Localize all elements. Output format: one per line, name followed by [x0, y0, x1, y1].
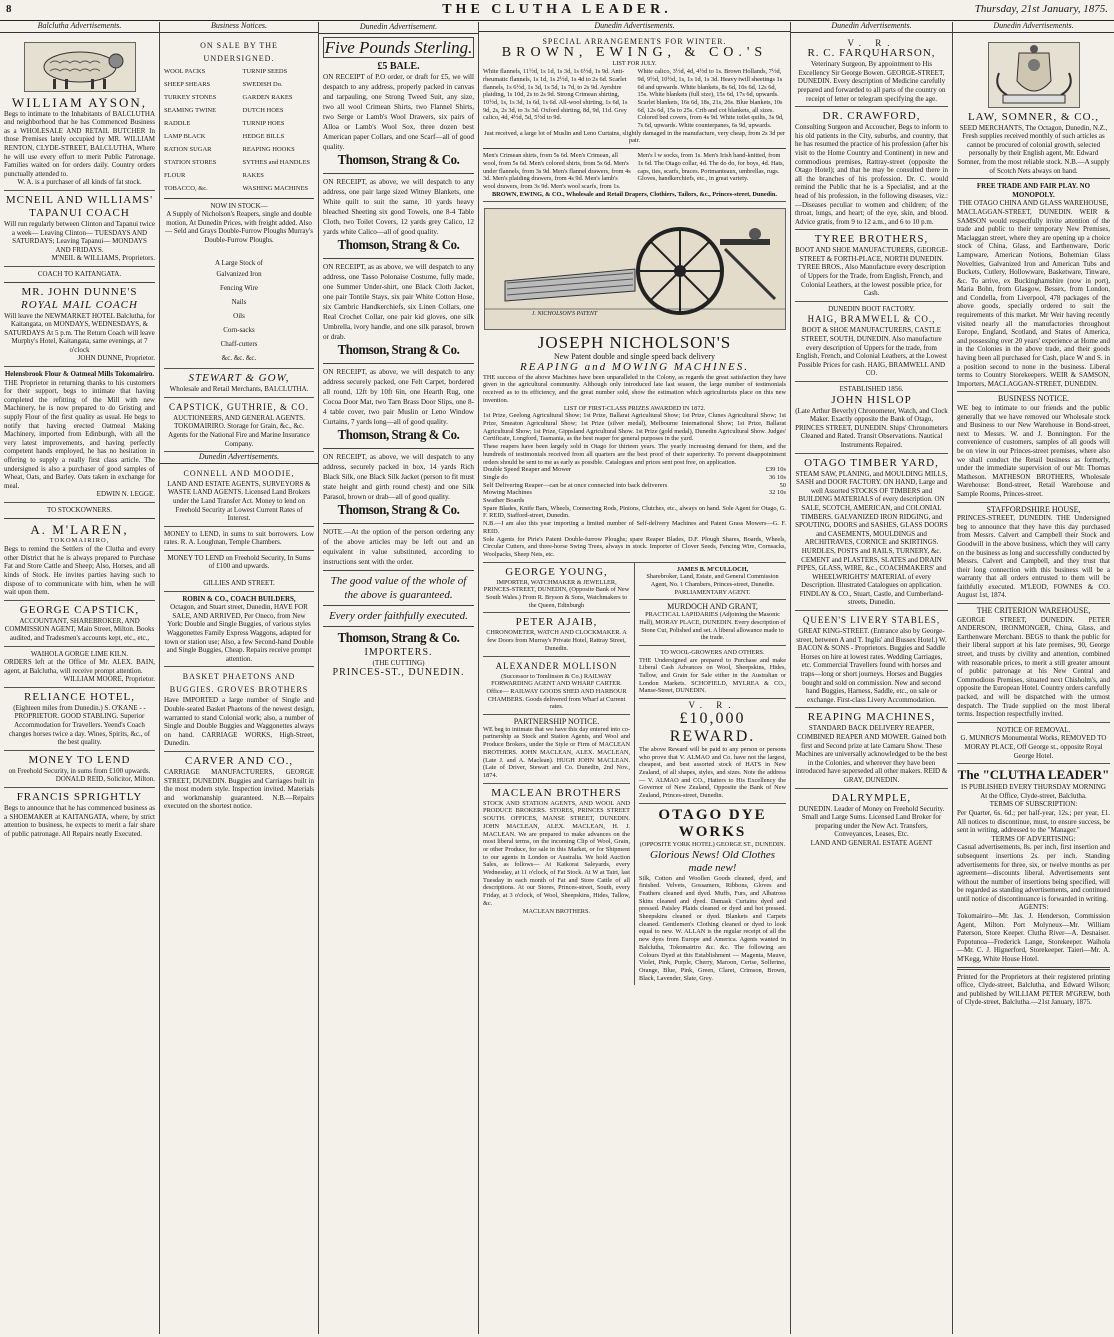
- ad-loughnan: [164, 527, 314, 551]
- column-header: Dunedin Advertisements.: [953, 22, 1114, 33]
- china-name: THE OTAGO CHINA AND GLASS WAREHOUSE,: [958, 199, 1109, 208]
- coach-sign: M'NEIL & WILLIAMS, Proprietors.: [51, 254, 155, 263]
- sale-item: SYTHES and HANDLES: [242, 158, 311, 166]
- reliance-name: RELIANCE HOTEL,: [24, 690, 135, 703]
- money-body: on Freehold Security, in sums from £100 upwards.: [8, 766, 151, 775]
- princes-street: PRINCES-ST., DUNEDIN.: [332, 667, 465, 678]
- established: ESTABLISHED 1856.: [839, 385, 904, 393]
- adv-body: Casual advertisements, 8s. per inch, first insertion and subsequent insertions 2s. per inch. Standing advertisements for three, six, or twelve months as per agreement—discounts liberal. Advertisements sent without the number of insertions being specified, will be regarded as standing advertisements, and continued until notice of discontinuance is forwarded in writing.: [957, 843, 1110, 903]
- ad-hislop: [795, 382, 948, 454]
- sale-item: FLOUR: [164, 171, 186, 179]
- good-value: The good value of the whole of the above is guaranteed.: [330, 575, 467, 601]
- coach-name: MCNEIL AND WILLIAMS' TAPANUI COACH: [5, 193, 154, 219]
- page-number: 8: [6, 3, 12, 15]
- mcculloch-body: Sharebroker, Land, Estate, and General Commission Agent, No. 1 Chambers, Princes-street, Dunedin. PARLIAMENTARY AGENT.: [646, 573, 779, 596]
- ad-robin: [164, 592, 314, 668]
- offer-5: ON RECEIPT, as above, we will despatch to any address, securely packed in box, 14 yards Rich Black Silk, one Black Silk Jacket (person to fit must state height and girth round chest) and one Silk Parasol, brown or drab—all of good quality.: [323, 453, 474, 501]
- brown-footer: BROWN, EWING, & CO., Wholesale and Retail Drapers, Clothiers, Tailors, &c., Princes-street, Dunedin.: [491, 190, 778, 198]
- young-body: IMPORTER, WATCHMAKER & JEWELLER, PRINCES-STREET, DUNEDIN, (Opposite Bank of New South Wales.) From R. Bryson & Sons, Watchmakers to the Queen, Edinburgh: [483, 578, 630, 609]
- col4-left-sub: [483, 563, 635, 986]
- sale-item: GARDEN RAKES: [242, 93, 293, 101]
- ad-groves: [164, 667, 314, 752]
- firm-name-1: Thomson, Strang & Co.: [337, 153, 460, 168]
- lend-freehold-body: MONEY TO LEND on Freehold Security, In Sums of £100 and upwards.: [167, 553, 311, 571]
- firm-name-6: Thomson, Strang & Co.: [337, 631, 460, 646]
- maclean-sign: MACLEAN BROTHERS.: [522, 907, 591, 915]
- capstick2-body: AUCTIONEERS, AND GENERAL AGENTS. TOKOMAIRIRO. Storage for Grain, &c., &c. Agents for the National Fire and Marine Insurance Company.: [168, 413, 310, 448]
- column-header: Dunedin Advertisements.: [791, 22, 952, 33]
- five-pounds-heading: Five Pounds Sterling.: [324, 38, 473, 57]
- loughnan-body: MONEY to LEND, in sums to suit borrowers. Low rates. R. A. Loughnan, Temple Chambers.: [164, 529, 314, 547]
- crest-illustration: [988, 42, 1080, 108]
- firm-name-3: Thomson, Strang & Co.: [337, 343, 460, 358]
- column-header: Business Notices.: [160, 22, 318, 33]
- flour-heading: Helensbrook Flour & Oatmeal Mills Tokomairiro.: [4, 370, 155, 379]
- dye-glorious: Glorious News! Old Clothes made new!: [650, 848, 775, 874]
- ad-tapanui-coach: [4, 191, 155, 267]
- partnership-body: WE beg to intimate that we have this day entered into co-partnership as Stock and Station Agents, and Wool and Produce Brokers, under the Style or Firm of MACLEAN BROTHERS. JOHN MACLEAN, ALEX. MACLEAN, (Late J. and A. Maclean). HUGH JOHN MACLEAN. (Late of Driver, Stewart and Co. Dunedin, 2nd Nov., 1874.: [483, 725, 630, 779]
- column-balclutha: [0, 22, 159, 1334]
- column-header: Dunedin Advertisements.: [479, 22, 790, 32]
- dye-body: Silk, Cotton and Woollen Goods cleaned, dyed, and finished. Velvets, Gossamers, Ribbons, Gloves and Feathers cleaned and dyed. Muffs, Furs, and Albatross Skins cleaned and dyed. Damask Curtains dyed and pressed. Paisley Plaids cleaned or dyed and hot pressed. Sheepskins cleaned or dyed. Blankets and Carpets cleaned. Gentlemen's Clothing cleaned or dyed to look equal to new. W. ALLAN is the regular receipt of all the new dyes from Europe and America. Agents wanted in Balclutha, Tokomairiro &c. &c. The following are Colours Dyed at this Establishment — Magenta, Mauve, Violet, Pink, Purple, Cherry, Maroon, Cerise, Solferino, Orange, Blue, Pink, Green, Claret, Crimson, Brown, Black, Lavender, Slate, Grey.: [639, 874, 786, 982]
- bale-body: ON RECEIPT of P.O order, or draft for £5, we will despatch to any address, properly packed in canvas and tarpauling, one Strong Tweed Suit, any size, two all wool Crimean Shirts, two Flannel Shirts, two Serge or Lamb's Wool Drawers, six pairs of Alloa or Lamb's Wool Sox, three dozen best American paper Collars, and one Scarf—all of good quality.: [323, 73, 474, 151]
- gillies-street: GILLIES AND STREET.: [203, 579, 275, 588]
- mlaren-place: TOKOMAIRIRO,: [49, 536, 110, 544]
- sale-item: LAMP BLACK: [164, 132, 206, 140]
- every-order: Every order faithfully executed.: [329, 610, 468, 622]
- ad-reaping-machines: [795, 708, 948, 788]
- tyree-body: BOOT AND SHOE MANUFACTURERS, GEORGE-STREET & FORTH-PLACE, NORTH DUNEDIN. TYREE BROS., Also Manufacture every description of Uppers for the Trade, from English, French, and Colonial Leathers, at the lowest possible price, for Cash.: [795, 246, 948, 298]
- flour-body: THE Proprietor in returning thanks to his customers for their support, begs to intimate that having completed the refitting of the Mill with new Machinery, he is now prepared to do Gristing and supply Flour of the first quality as usual. He begs to notify that having erected Oatmeal Making Machinery, imported from Edinburgh, with all the very latest improvements, and having perfectly competent hands employed, he has no hesitation in offering to supply a really first class article. The undersigned is also a purchaser of good samples of Wheat, Oats, and Barley. Oats taken in exchange for meal.: [4, 378, 155, 490]
- robin-body: Octagon, and Stuart street, Dunedin, HAVE FOR SALE, AND ARRIVED, Per Oneco, from New York: Double and Single Buggies, of various styles Waggonettes Family Express Waggons, adapted for town or station use; Also, a few Second-hand Double and Single Buggies, Cheap. Repairs receive prompt attention.: [164, 603, 314, 663]
- nicholson-nb: N.B.—I am also this year importing a limited number of Self-delivery Machines and Patent Grass Mowers—G. F. REID.: [483, 520, 786, 535]
- ad-clutha-leader-terms: [957, 764, 1110, 1010]
- price-item: Mowing Machines: [483, 489, 532, 497]
- maclean-body: STOCK AND STATION AGENTS, AND WOOL AND PRODUCE BROKERS. STORES, PRINCES STREET SOUTH. OFFICES, MANSE STREET, DUNEDIN. JOHN MACLEAN, ALEX. MACLEAN, H. J. MACLEAN. We are prepared to make advances on the most liberal terms, on the incoming Clip of Wool, Grain, or other Produce, for sale in this Market, or for Shipment to our agents in London or Australia. We hold Auction Sales, as follows— At Kaikorai Saleyards, every Wednesday, at 11 o'clock, of Fat Stock. At W at Tairi, last Tuesday in each month of Fat and Store Cattle of all descriptions. At our Stores, Princes-street, South, every Friday, at 3 o'clock, of Wool, Sheepskins, Hides, Tallow, &c.: [483, 799, 630, 907]
- connell-body: LAND AND ESTATE AGENTS, SURVEYORS & WASTE LAND AGENTS. Licensed Land Brokers under the Land Transfer Act. Money to lend on Freehold Security at Lowest Current Rates of Interest.: [167, 479, 311, 523]
- ad-ayson: [4, 36, 155, 191]
- large-stock-item: &c. &c. &c.: [221, 354, 257, 363]
- newspaper-title: THE CLUTHA LEADER.: [442, 2, 672, 17]
- large-stock-item: Galvanized Iron: [216, 270, 262, 279]
- prizes-heading: LIST OF FIRST-CLASS PRIZES AWARDED IN 1872.: [563, 404, 706, 412]
- mollison-body: (Successor to Tomlinson & Co.) RAILWAY FORWARDING AGENT AND WHARF CARTER. Office— RAILWAY GOODS SHED AND HARBOUR CHAMBERS. Goods delivered from Wharf at Current rates.: [486, 672, 627, 711]
- waihola-heading: WAIHOLA GORGE LIME KILN.: [30, 649, 129, 658]
- ad-removal: [957, 723, 1110, 764]
- ad-carver: [164, 752, 314, 814]
- sale-item: SEAMING TWINE: [164, 106, 217, 114]
- sale-item: DUTCH HOES: [242, 106, 284, 114]
- firm-name-4: Thomson, Strang & Co.: [337, 428, 460, 443]
- crawford-name: DR. CRAWFORD,: [822, 110, 921, 123]
- ad-capstick-guthrie: [164, 398, 314, 452]
- sale-item: TURKEY STONES: [164, 93, 217, 101]
- groves-body: Have IMPORTED a large number of Single and Double-seated Basket Phaetons of the newest design, warranted to stand Colonial work; also, a number of Single and Double Buggies and Waggonettes always on hand. CARRIAGE WORKS, High-Street, Dunedin.: [164, 696, 314, 748]
- note: NOTE.—At the option of the person ordering any of the above articles may be left out and an equivalent in value substituted, according to instructions sent with the order.: [323, 528, 474, 566]
- ad-staffordshire: [957, 503, 1110, 605]
- robin-name: ROBIN & CO., COACH BUILDERS,: [182, 594, 296, 603]
- clutha-body: IS PUBLISHED EVERY THURSDAY MORNING At the Office, Clyde-street, Balclutha.: [961, 783, 1106, 800]
- ayson-body: Begs to intimate to the Inhabitants of BALCLUTHA and neighborhood that he has Commenced Business as a WHOLESALE AND RETAIL BUTCHER In those Premises lately occupied by MR. WILLIAM RENTON, CLYDE-STREET, BALCLUTHA, Where he will use every effort to merit Public Patronage. Families waited on for orders daily. Country orders punctually attended to.: [4, 109, 155, 178]
- money-name: MONEY TO LEND: [28, 753, 131, 766]
- importers: IMPORTERS.: [364, 647, 433, 658]
- waihola-sign: WILLIAM MOORE, Proprietor.: [63, 675, 155, 684]
- haig-name: HAIG, BRAMWELL & CO.,: [807, 314, 936, 325]
- young-name: GEORGE YOUNG,: [505, 565, 608, 578]
- offer-4: ON RECEIPT, as above, we will despatch to any address securely packed, one Felt Carpet, bordered all round, 12ft by 10ft 6in, one Hearth Rug, one Cocoa Door Mat, two Tarn Brass Door Slips, one 8-4 table cover, two pair Muslin or Leno Window Curtains, 7 yards long—all of good quality.: [323, 368, 474, 426]
- ad-matheson: [957, 392, 1110, 502]
- money-sign: DONALD REID, Solicitor, Milton.: [55, 775, 155, 784]
- stockowners-heading: TO STOCKOWNERS.: [46, 505, 113, 514]
- col4-right-sub: [635, 563, 786, 986]
- large-stock-item: Chaff-cutters: [220, 340, 258, 349]
- ad-brown-ewing: [483, 35, 786, 203]
- sale-item: HEDGE BILLS: [242, 132, 285, 140]
- sale-item: TOBACCO, &c.: [164, 184, 208, 192]
- column-brown-ewing: [478, 22, 790, 1334]
- mens-right: Men's l w socks, from 1s. Men's Irish hand-knitted, from 1s 6d. The Otago collar, 4d. The do do, for boys, 4d. Hats, caps, ties, scarfs, braces. Portmanteaux, umbrellas, rugs. Gloves, handkerchiefs, etc., in great variety.: [637, 152, 785, 183]
- kaitangata-heading: COACH TO KAITANGATA.: [37, 269, 122, 278]
- groves-name: BASKET PHAETONS AND BUGGIES. GROVES BROTHERS: [169, 672, 309, 695]
- mlaren-body: Begs to remind the Settlers of the Clutha and every other District that he is always prepared to Purchase Fat and Store Cattle and Sheep; Also, Horses, and all kinds of Stock. He invites parties having such to dispose of to communicate with him, when he will wait upon them.: [4, 545, 155, 597]
- ad-sprightly: [4, 788, 155, 841]
- ad-law-somner: [957, 36, 1110, 180]
- sale-items-list: [164, 65, 314, 195]
- sale-intro: ON SALE BY THE UNDERSIGNED.: [200, 40, 278, 63]
- coach-body: Will run regularly between Clinton and Tapanui twice a week— Leaving Clinton— TUESDAYS AND SATURDAYS; Leaving Tapanui— MONDAYS AND FRIDAYS.: [4, 219, 155, 254]
- ad-criterion: [957, 604, 1110, 723]
- masthead: [0, 0, 1114, 21]
- mollison-name: ALEXANDER MOLLISON: [495, 660, 618, 671]
- capstick-body: ACCOUNTANT, SHAREBROKER, AND COMMISSION AGENT, Main Street, Milton. Books audited, and Tradesmen's accounts kept, etc., etc.,: [4, 616, 155, 642]
- law-body: SEED MERCHANTS, The Octagon, Dunedin, N.Z., Fresh supplies received monthly of such articles as cannot be procured of colonial growth, selected personally by their English agent, Mr. Edward Somner, from the most reliable stock. N.B.—A supply of Scotch Nets always on hand.: [957, 123, 1110, 175]
- ayson-name: WILLIAM AYSON,: [11, 94, 148, 110]
- ad-mollison: [483, 657, 630, 716]
- woolgrowers-body: THE Undersigned are prepared to Purchase and make Liberal Cash Advances on Wool, Sheepskins, Hides, Tallow, and Grain for Sale either in the Australian or London Markets. SCHOFIELD, MYLREA & CO., Manse-Street, DUNEDIN.: [639, 656, 786, 695]
- price-value: 36 10s: [768, 473, 786, 481]
- dunne-body: Will leave the NEWMARKET HOTEL Balclutha, for Kaitangata, on MONDAYS, WEDNESDAYS, & SATURDAYS At 5 p.m. The Return Coach will leave Murphy's Hotel, Kaitangata, same evenings, at 7 o'clock: [4, 311, 155, 354]
- agents-body: Tokomairiro—Mr. Jas. J. Henderson, Commission Agent, Milton. Port Molyneux—Mr. William Paterson, Store Keeper. Clutha River—A. Desnaiser. Popotunoa—Frederick Lange, Storekeeper. Waihola—Mr. C. J. Hignerford, Storekeeper. Taieri—Mr. A. M'Kegg, White House Hotel.: [957, 912, 1110, 964]
- queens-name: QUEEN'S LIVERY STABLES,: [802, 615, 941, 626]
- dunne-sign: JOHN DUNNE, Proprietor.: [77, 354, 155, 363]
- adv-heading: TERMS OF ADVERTISING:: [991, 834, 1076, 843]
- ajaib-body: CHRONOMETER, WATCH AND CLOCKMAKER. A few Doors from Murray's Private Hotel, Rattray Street, Dunedin.: [486, 629, 627, 652]
- sheep-illustration: [24, 42, 136, 92]
- business-notice-heading: BUSINESS NOTICE.: [997, 394, 1070, 404]
- price-item: Self Delivering Reaper—can be at once connected into back deliverers: [483, 481, 668, 489]
- clutha-heading: The "CLUTHA LEADER": [957, 767, 1110, 783]
- column-header: Dunedin Advertisement.: [319, 22, 478, 34]
- price-row: [483, 482, 786, 490]
- maclean-name: MACLEAN BROTHERS: [491, 786, 622, 799]
- dalrymple-body: DUNEDIN. Leader of Money on Freehold Security. Small and Large Sums. Licensed Land Broker for preparing under the New Act. Transfers, Conveyances, Leases, Etc.: [798, 804, 945, 839]
- ad-otago-china: [957, 179, 1110, 392]
- matheson-body: WE beg to intimate to our friends and the public generally that we have removed our Wholesale stock and Business to our New Warehouse in Bond-street, next to Messrs. W. and J. Bonnington. For the convenience of customers, samples of all goods will be on view in our Princes-street premises, where also we shall conduct the Retail business as formerly, under the immediate supervision of our Mr. Thomas Matheson. MATHESON BROTHERS, Wholesale Warehouse: Bond-street, Retail Warehouse and Sample Rooms, Princes-street.: [957, 404, 1110, 498]
- ajaib-name: PETER AJAIB,: [515, 616, 598, 629]
- crawford-body: Consulting Surgeon and Accoucher, Begs to inform to his old patients in the City, suburbs, and country, that he has resumed the practice of his profession (after his visit to the Home Country and Continent) in new and commodious premises, Rattray-street (opposite the Otago Hotel); and that he may be consulted there in all the branches of his profession. Dr. C. would remind the Public that he is a Specialist, and at the head of his profession, in the following diseases, viz.:—Diseases peculiar to women and children; of the throat, lungs, and heart; of the eye, skin, and blood. Advice gratis, from 9 to 12 a.m., and 6 to 10 p.m.: [795, 123, 948, 226]
- vr-mark: V. R.: [847, 37, 896, 48]
- price-row: [483, 497, 786, 505]
- column-header: Balclutha Advertisements.: [0, 22, 159, 33]
- ad-nicholson: [483, 202, 786, 562]
- instock-heading: NOW IN STOCK—: [210, 201, 268, 210]
- sale-item: REAPING HOOKS: [242, 145, 295, 153]
- list-right: White calico, 3½d, 4d, 4½d to 1s. Brown Hollands, 7½d, 9d, 9½d, 10½d, 1s, 1s 1d, 1s 3d. Heavy twill sheetings 1s 6d and upwards. White blankets, 8s 6d, 10s 6d, 12s 6d, 15s. White blankets (full size), 15s 6d, 17s 6d, upwards. Scarlet blankets, 16s 6d, 18s, 21s, 26s. Blue blankets, 10s 6d, 12s 6d, 15s to 25s. Crib and cot blankets, all sizes. Colored bed covers, from 4s 9d. White toilet quilts, 3s 9d, 7s 6d, upwards. White counterpanes, 6s 9d, upwards.: [637, 68, 784, 130]
- column-thomson-strang: [318, 22, 478, 1334]
- dunne-name: MR. JOHN DUNNE'S: [21, 285, 138, 298]
- large-stock-item: Fencing Wire: [220, 284, 258, 293]
- instock-body: A Supply of Nicholson's Reapers, single and double motion, At Dunedin Prices, with freight added. Also— Seld and Grays Double-Furrow Ploughs Murray's Double-Furrow Ploughs.: [165, 210, 313, 244]
- staffordshire-body: PRINCES-STREET, DUNEDIN. THE Undersigned beg to announce that they have this day purchased from Messrs. Calvert and Campbell their Stock and Goodwill in the above business, which they will carry on the business as long and successfully conducted by Messrs. Calvert and Campbell, and they trust that their long connection with this business will be a warranty that all orders entrusted to them will be faithfully executed. M'LEOD, FOWNES & CO. August 1st, 1874.: [957, 514, 1110, 600]
- ad-crawford: [795, 107, 948, 230]
- offer-2: ON RECEIPT, as above, we will despatch to any address, one pair large sized Witney Blankets, one White quilt to suit the same, 10 yards heavy bleached Sheeting six good Towels, one 8-4 Table Cloth, two Toilet Covers, 12 yards grey Calico, 12 yards white Calico—all of good quality.: [323, 178, 474, 236]
- price-row: [483, 466, 786, 474]
- sale-item: SHEEP SHEARS: [164, 80, 211, 88]
- cutting: (THE CUTTING): [372, 659, 425, 667]
- farquharson-body: Veterinary Surgeon, By appointment to His Excellency Sir George Bowen. GEORGE-STREET, DUNEDIN. Every description of Medicine carefully prepared and forwarded to all parts of the country on receipt of letter or telegram specifying the age.: [797, 60, 946, 103]
- ad-dunne-coach: [4, 267, 155, 367]
- land-agent: LAND AND GENERAL ESTATE AGENT: [810, 838, 933, 847]
- tyree-name: TYREE BROTHERS,: [814, 233, 929, 246]
- ad-timber-yard: [795, 454, 948, 612]
- special-arrangements: SPECIAL ARRANGEMENTS FOR WINTER.: [542, 36, 727, 46]
- law-name: LAW, SOMNER, & CO.,: [967, 110, 1100, 123]
- removal-body: G. MUNRO'S Monumental Works, REMOVED TO MORAY PLACE, Off George st., opposite Royal George Hotel.: [960, 734, 1107, 760]
- timber-body: STEAM SAW, PLANING, and MOULDING MILLS, SASH and DOOR FACTORY. ON HAND, Large and well Assorted STOCKS OF TIMBERS and BUILDING MATERIALS of every description. ON SALE, SCOTCH, AMERICAN, and COLONIAL TIMBERS. GALVANIZED IRON RIDGING, and SPOUTING, DOORS and SASHES, GLASS DOORS and CASEMENTS, MOULDINGS and ARCHITRAVES, CORNICE and SKIRTINGS. HURDLES, POSTS and RAILS, TURNERY, &c. CEMENT and PLASTERS, SLATES and DRAIN PIPES, GLASS, WIRE, &c., COACHMAKERS' and WHEELWRIGHTS' MATERIAL of every Description. Illustrated Catalogues on application. FINDLAY & CO., Stuart, Castle, and Cumberland-streets, Dunedin.: [795, 469, 948, 607]
- ayson-footer: W. A. is a purchaser of all kinds of fat stock.: [17, 178, 142, 187]
- murdoch-body: PRACTICAL LAPIDARIES (Adjoining the Masonic Hall), MORAY PLACE, DUNEDIN. Every description of Stone Cut, Polished and set. A liberal allowance made to the trade.: [639, 611, 786, 642]
- ad-waihola: [4, 647, 155, 688]
- column-business-notices: [159, 22, 318, 1334]
- ad-lend-freehold: [164, 551, 314, 592]
- price-value: £39 10s: [765, 466, 786, 474]
- large-stock-item: Nails: [231, 298, 247, 307]
- ad-sale-list: [164, 36, 314, 370]
- brown-ewing-title: BROWN, EWING, & CO.'S: [501, 45, 768, 61]
- stewart-body: Wholesale and Retail Merchants, BALCLUTHA.: [169, 385, 309, 394]
- ad-george-young: [483, 563, 630, 614]
- large-stock-item: Oils: [233, 312, 245, 321]
- column-dunedin-5: [790, 22, 952, 1334]
- ad-stewart-gow: [164, 369, 314, 398]
- removal-heading: NOTICE OF REMOVAL.: [996, 725, 1071, 734]
- list-left: White flannels, 11½d, 1s 1d, 1s 3d, 1s 6½d, 1s 9d. Anti-rheumatic flannels, 1s 1d, 1s 2½d, 1s 4d to 2s 6d. Scarlet flannels, 1s 6½d, 1s 3d, 1s 5d, 1s 7d, to 2s 9d. Ayrshire plaiding, 1s 10d, 2s to 2s 9d. Strong Crimean shirting, 10½d, 1s, 1s 3d, 1s 6d, 1s 6d. All-wool shirting, 1s 6d, 1s 9d, 2s, 2s 3d, to 3s 3d. Oxford shirting, 8d, 9d, 11d. Grey calico, 4d, 4½d, 5d, 5½d to 9d.: [483, 68, 628, 122]
- price-item: Swather Boards: [483, 497, 525, 505]
- free-trade: FREE TRADE AND FAIR PLAY. NO MONOPOLY.: [976, 182, 1091, 199]
- sale-item: RADDLE: [164, 119, 191, 127]
- column-dunedin-6: [952, 22, 1114, 1334]
- machine-label: J. NICHOLSON'S PATENT: [531, 311, 598, 318]
- ad-queens-stables: [795, 611, 948, 708]
- nicholson-title: JOSEPH NICHOLSON'S: [537, 333, 732, 353]
- ad-reliance-hotel: [4, 688, 155, 751]
- ad-otago-dye: [639, 804, 786, 986]
- ad-partnership: [483, 715, 630, 784]
- sale-item: TURNIP SEEDS: [242, 67, 288, 75]
- sale-item: WASHING MACHINES: [242, 184, 309, 192]
- bale-heading: £5 BALE.: [377, 61, 420, 72]
- agents-heading: AGENTS:: [1018, 903, 1049, 912]
- farquharson-name: R. C. FARQUHARSON,: [807, 47, 936, 60]
- list-note: Just received, a large lot of Muslin and Leno Curtains, slightly damaged in the manufacture, very cheap, from 2s 3d per pair.: [484, 129, 785, 145]
- ad-almao-reward: [639, 699, 786, 804]
- mlaren-name: A. M'LAREN,: [30, 521, 129, 537]
- ad-dunedin-section: [164, 452, 314, 527]
- firm-name-2: Thomson, Strang & Co.: [337, 238, 460, 253]
- reward-vr: V. R.: [688, 700, 737, 711]
- haig-body: BOOT & SHOE MANUFACTURERS, CASTLE STREET, SOUTH, DUNEDIN. Also manufacture every description of Uppers for the trade, from English, French, and Colonial Leathers, at the Lowest Possible Prices for cash. HAIG, BRAMWELL AND CO.: [796, 326, 947, 378]
- list-july: LIST FOR JULY.: [612, 60, 657, 68]
- dye-title: OTAGO DYE WORKS: [658, 806, 767, 840]
- ad-maclean: [483, 784, 630, 919]
- capstick2-name: CAPSTICK, GUTHRIE, & CO.: [168, 401, 309, 412]
- firm-name-5: Thomson, Strang & Co.: [337, 503, 460, 518]
- sprightly-body: Begs to announce that he has commenced business as a SHOEMAKER at KAITANGATA, where, by strict attention to business, he expects to merit a fair share of public patronage. All Repairs neatly Executed.: [4, 804, 155, 838]
- price-row: [483, 474, 786, 482]
- mens-left: Men's Crimean shirts, from 5s 6d. Men's Crimean, all wool, from 5s 6d. Men's colored shirts, from 5s 6d. Men's under flannels, from 3s 9d. Men's flannel drawers, from 4s 3d. Men's plaiding drawers, from 4s 9d. Men's lamb's wool drawers, from 3s 9d. Men's wool scarfs, from 1s.: [483, 152, 631, 190]
- timber-name: OTAGO TIMBER YARD,: [804, 456, 939, 469]
- ad-money-reid: [4, 751, 155, 788]
- mcculloch-name: JAMES B. M'CULLOCH,: [676, 565, 749, 573]
- large-stock-heading: A Large Stock of: [215, 258, 263, 267]
- hislop-body: (Late Arthur Beverly) Chronometer, Watch, and Clock Maker. Exactly opposite the Bank of Otago, PRINCES STREET, DUNEDIN. Ships' Chronometers Cleaned and Rated. Transit Observations. Nautical Instruments Repaired.: [795, 406, 948, 449]
- price-value: 32 10s: [768, 489, 786, 497]
- large-stock-list: [164, 267, 314, 365]
- price-table: [483, 466, 786, 505]
- partnership-heading: PARTNERSHIP NOTICE.: [513, 717, 600, 727]
- nicholson-sub: New Patent double and single speed back delivery: [553, 352, 716, 362]
- ad-ajaib: [483, 613, 630, 656]
- ad-capstick: [4, 601, 155, 647]
- subs-body: Per Quarter, 6s. 6d.; per half-year, 12s.; per year, £1. All notices to discontinue, must, to ensure success, be sent in writing, addressed to the "Manager.": [957, 808, 1110, 835]
- dunne-title: ROYAL MAIL COACH: [21, 298, 138, 311]
- nicholson-body: THE success of the above Machines have been unparalleled in the Colony, as regards the great satisfaction they have given in the agricultural community. Although only introduced late last season, the large number of testimonials received as to its efficiency, and the great number sold, show the estimation which agriculturists place on this new invention.: [483, 373, 786, 404]
- sprightly-name: FRANCIS SPRIGHTLY: [16, 791, 143, 804]
- ad-mlaren: [4, 503, 155, 601]
- price-item: Double Speed Reaper and Mower: [483, 466, 572, 474]
- nicholson-also: Sole Agents for Pirie's Patent Double-furrow Ploughs; spare Reaper Blades, D.F. Plough Shares, Boards, Wheels, Circular Cutters, and three-horse Swing Trees, always in stock. Importer of Clover Seeds, Fencing Wire, Cornsacks, Woolpacks, Sheep Nets, etc.: [483, 535, 786, 558]
- boot-factory-heading: DUNEDIN BOOT FACTORY.: [828, 304, 915, 313]
- ad-farquharson: [795, 36, 948, 108]
- staffordshire-name: STAFFORDSHIRE HOUSE,: [986, 504, 1081, 514]
- sale-item: STATION STORES: [164, 158, 217, 166]
- criterion-name: THE CRITERION WAREHOUSE,: [976, 606, 1091, 616]
- reliance-body: (Eighteen miles from Dunedin.) S. O'KANE - - PROPRIETOR. GOOD STABLING. Superior Accommodation for Travellers. Yeend's Coach changes horses twice a day. Wines, Spirits, &c., of the best quality.: [8, 703, 151, 747]
- nicholson-reaping: REAPING and MOWING MACHINES.: [520, 360, 749, 373]
- connell-name: CONNELL AND MOODIE,: [183, 468, 295, 478]
- reapers-body: These reapers have been largely sold in Otago for thirteen years. The yearly increasing demand for them, and the hundreds of testimonials received from all quarters are the best proof of their superiority. To prevent disappointment orders should be sent to me as early as possible. Catalogues and prices sent post free, on application.: [483, 443, 786, 466]
- spare-parts: Spare Blades, Knife Bars, Wheels, Connecting Rods, Pinions, Clutches, etc., always on hand. Sole Agent for Otago, G. F. REID, Stafford-street, Dunedin.: [483, 504, 786, 520]
- ad-murdoch: [639, 600, 786, 646]
- prizes-body: 1st Prize, Geelong Agricultural Show; 1st Prize, Ballarat Agricultural Show; 1st Prize, Clunes Agricultural Show; 1st Prize, Smeaton Agricultural Show; 1st Prize (silver medal), Melbourne International Show; 1st Prize, Ballarat Agricultural Show; 1st Prize, Gippsland Agricultural Show. 1st Prize (gold medal), Dunedin Agricultural Show. Judges' Certificate, Longford, Tasmania, as the best reaper for general purposes in the yard.: [483, 412, 786, 443]
- price-value: [756, 497, 786, 505]
- ad-haig: [795, 302, 948, 382]
- ad-dalrymple: [795, 789, 948, 851]
- waihola-body: ORDERS left at the Office of Mr. ALEX. BAIN, agent, at Balclutha, will receive prompt attention.: [4, 658, 155, 675]
- carver-name: CARVER AND CO.,: [184, 754, 294, 767]
- sale-item: RATION SUGAR: [164, 145, 212, 153]
- price-item: Single do: [483, 473, 508, 481]
- sale-item: TURNIP HOES: [242, 119, 285, 127]
- subs-heading: TERMS OF SUBSCRIPTION:: [989, 800, 1078, 809]
- ad-woolgrowers: [639, 646, 786, 699]
- hislop-name: JOHN HISLOP: [831, 393, 912, 406]
- woolgrowers-heading: TO WOOL-GROWERS AND OTHERS.: [660, 648, 765, 656]
- stewart-name: STEWART & GOW,: [188, 372, 290, 385]
- dalrymple-name: DALRYMPLE,: [831, 791, 912, 804]
- price-value: 50: [779, 481, 786, 489]
- reaping-body: STANDARD BACK DELIVERY REAPER, COMBINED REAPER AND MOWER. Gained both first and Second prize at late Camaru Show. These Machines are universally acknowledged to be the best in the Colonies, and wherever they have been introduced have superseded all other makers. REID & GRAY, DUNEDIN.: [795, 724, 948, 784]
- printed-notice: Printed for the Proprietors at their registered printing office, Clyde-street, Balclutha, and Edward Wilson; and published by WILLIAM PETER M'GREW, both of Clyde-street, Balclutha.—21st January, 1875.: [957, 972, 1110, 1007]
- flour-sign: EDWIN N. LEGGE.: [96, 490, 155, 499]
- dye-sub: (OPPOSITE YORK HOTEL) GEORGE ST., DUNEDIN.: [639, 840, 786, 848]
- large-stock-item: Corn-sacks: [223, 326, 255, 335]
- ad-mcculloch: [639, 563, 786, 601]
- offer-3: ON RECEIPT, as as above, we will despatch to any address, one Tasso Polonaise Costume, fully made, one Summer Under-shirt, one Black Cloth Jacket, one pair Tontile Stays, six pair White Cotton Hose, six Cambric Handkerchiefs, six Linen Collars, one Real Crochet Collar, one pair kid gloves, one silk Umbrella, ivory handle, and one silk parasol, brown or drab.: [323, 263, 474, 341]
- reaping-name: REAPING MACHINES,: [807, 711, 936, 724]
- issue-date: Thursday, 21st January, 1875.: [974, 3, 1108, 15]
- murdoch-name: MURDOCH AND GRANT,: [667, 602, 758, 612]
- sale-item: SWEDISH Do.: [242, 80, 283, 88]
- dunedin-subheader: Dunedin Advertisements.: [160, 453, 318, 464]
- price-row: [483, 489, 786, 497]
- carver-body: CARRIAGE MANUFACTURERS, GEORGE STREET, DUNEDIN. Buggies and Carriages built in the most modern style. Inspection invited. Materials and workmanship guaranteed. N.B.—Repairs executed on the shortest notice.: [164, 767, 314, 811]
- reward-body: The above Reward will be paid to any person or persons who prove that V. ALMAO and Co. have not the largest, cheapest, and best assorted stock of HATS in New Zealand, of all shapes, styles, and sizes. Note the address— V. ALMAO and CO., Hatters to His Excellency the Governor of New Zealand, Opposite the Bank of New Zealand, Princes-street, Dunedin.: [639, 745, 786, 800]
- sale-item: RAKES: [242, 171, 264, 179]
- criterion-body: GEORGE STREET, DUNEDIN. PETER ANDERSON, IRONMONGER, China, Glass, and Earthenware Merchant. BEGS to thank the public for their liberal support at his late premises, 90, George street, and trusts by civility and attention, combined with reasonable prices, to merit a still greater amount of public patronage at his New Central and Commodious Premises, situated next Chisholm's, and opposite the European Hotel. Country orders carefully packed, and will be dispatched with the utmost despatch. The Trade supplied on the most liberal terms. Inspection respectfully invited.: [957, 615, 1110, 719]
- queens-body: GREAT KING-STREET. (Entrance also by George-street, between A and T. Inglis' and Bussex Hotel.) W. BACON & SONS - Proprietors. Buggies and Saddle Horses on hire at lowest rates. Wedding Carriages, etc. Commercial Travellers found with horses and traps—long or short journeys. Horses and Buggies bought and sold on commission. New and second hand Buggies, Harness, Saddle, etc., on sale or exchange. First-class Livery Accommodation.: [796, 627, 947, 704]
- capstick-name: GEORGE CAPSTICK,: [19, 603, 140, 616]
- ad-helensbrook-flour: [4, 367, 155, 503]
- reward-amount: £10,000 REWARD.: [669, 709, 756, 745]
- sale-item: WOOL PACKS: [164, 67, 206, 75]
- china-body: MACLAGGAN-STREET, DUNEDIN. WEIR & SAMSON would respectfully invite attention of the trade and public to their temporary New Premises, Maclaggan street, where they are opening up a choice stock of China, Glass, and Earthenware, Doric Lampware, American Notions, Bohemian Glass Novelties, Galvanized Iron and American Tubs and Buckets, Cutlery, Hollowware, Basketware, Tinware, &c. To arrive, ex Buckinghamshire (now in port), Maria Bohn, from Glasgow, Bessex, from London, and Condella, from Liverpool, 478 packages of the above goods, specially ordered to suit the requirements of this market. Mr Weir having recently visited nearly all the manufactories throughout Europe, England, Scotland, and States of America, and possessing over 20 years' experience at Home and in the Colonies in the above trade, and their goods having been all purchased for Cash, place W and S. in a position second to none in the business. Liberal terms to Country Storekeepers. WEIR & SAMSON, Importers, MACLAGGAN-STREET, DUNEDIN.: [957, 207, 1110, 388]
- ad-tyree: [795, 230, 948, 302]
